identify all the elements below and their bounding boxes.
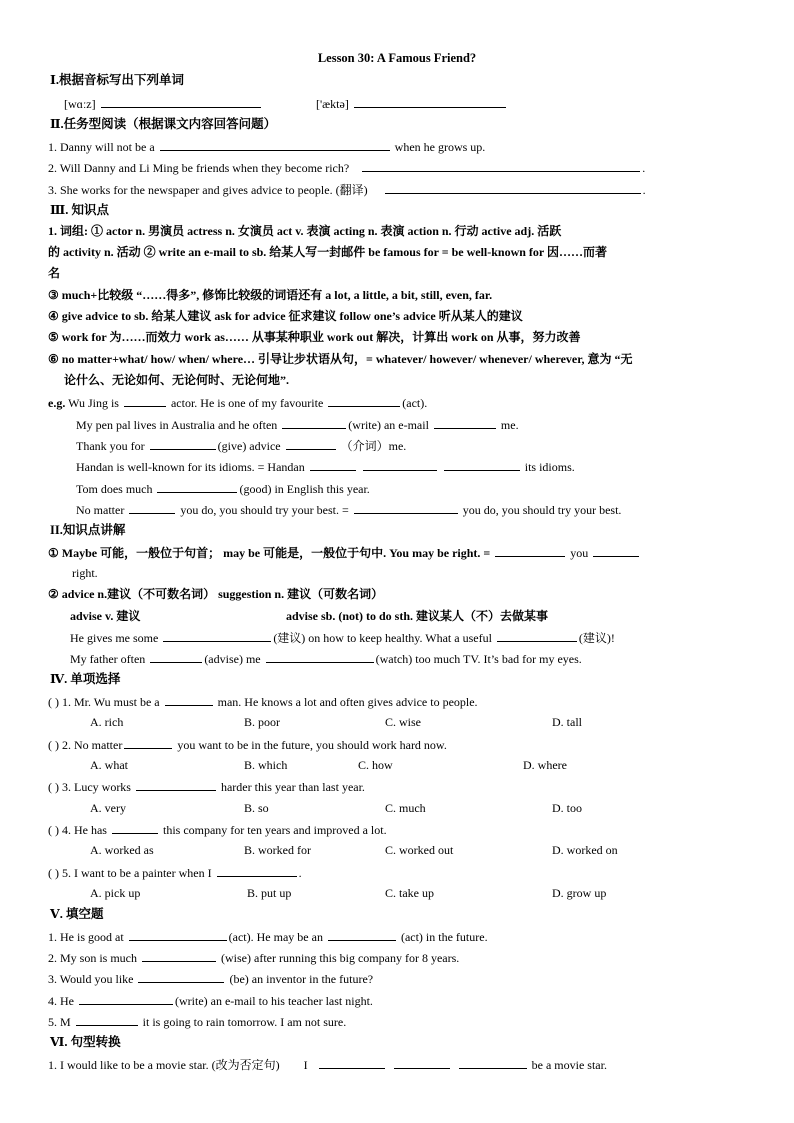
mc-option[interactable]: C. how — [358, 758, 393, 772]
answer-blank[interactable] — [266, 650, 374, 663]
mc-q2-text-b: you want to be in the future, you should work hard now. — [177, 738, 447, 752]
answer-blank[interactable] — [160, 138, 390, 151]
example-2 — [76, 416, 519, 433]
reading-q3: 3. She works for the newspaper and gives advice to people. (翻译) . — [48, 183, 646, 197]
answer-blank[interactable] — [354, 95, 506, 108]
f2-text-b: (wise) after running this big company for 8 years. — [221, 951, 460, 965]
example-4 — [76, 458, 575, 475]
answer-blank[interactable] — [282, 416, 346, 429]
answer-blank[interactable] — [79, 992, 173, 1005]
e5-text-b: (good) in English this year. — [239, 482, 370, 496]
f4-text-b: (write) an e-mail to his teacher last night. — [175, 994, 373, 1008]
q1-text-b: when he grows up. — [394, 140, 486, 154]
knowledge-line-8: 论什么、无论如何、无论何时、无论何地”. — [64, 373, 290, 387]
mc-q2-text-a: ( ) 2. No matter — [48, 738, 123, 752]
answer-blank[interactable] — [459, 1056, 527, 1069]
mc-option[interactable]: B. put up — [247, 886, 292, 900]
answer-blank[interactable] — [319, 1056, 385, 1069]
mc-q4-text-b: this company for ten years and improved a lot. — [162, 823, 387, 837]
mc-q5-text-a: ( ) 5. I want to be a painter when I — [48, 866, 212, 880]
e3-text-b: (give) advice — [217, 439, 281, 453]
fill-q1 — [48, 928, 488, 945]
explanation-3 — [70, 629, 615, 646]
transform-q1 — [48, 1056, 607, 1073]
answer-blank[interactable] — [163, 629, 271, 642]
m4-text-c: (watch) too much TV. It’s bad for my eyes. — [375, 652, 582, 666]
answer-blank[interactable] — [286, 437, 336, 450]
e1-text-c: (act). — [402, 396, 428, 410]
example-6 — [76, 501, 621, 518]
section-5-heading: Ⅴ. 填空题 — [50, 907, 104, 921]
mc-q3-text-b: harder this year than last year. — [220, 780, 365, 794]
mc-option[interactable]: C. take up — [385, 886, 434, 900]
mc-question-2 — [48, 736, 447, 753]
phonetic-2: ['æktə] — [316, 97, 349, 111]
answer-blank[interactable] — [593, 544, 639, 557]
f5-text-b: it is going to rain tomorrow. I am not sure. — [142, 1015, 347, 1029]
knowledge-line-4: ③ much+比较级 “……得多”, 修饰比较级的词语还有 a lot, a little, a bit, still, even, far. — [48, 288, 493, 302]
answer-blank[interactable] — [124, 394, 166, 407]
mc-option[interactable]: B. worked for — [244, 843, 311, 857]
mc-option[interactable]: C. wise — [385, 715, 421, 729]
mc-option[interactable]: C. much — [385, 801, 426, 815]
e2-text-a: My pen pal lives in Australia and he often — [76, 418, 278, 432]
f2-text-a: 2. My son is much — [48, 951, 138, 965]
explanation-2: ② advice n.建议（不可数名词） suggestion n. 建议（可数名词） — [48, 587, 384, 601]
mc-option[interactable]: A. worked as — [90, 843, 154, 857]
answer-blank[interactable] — [129, 928, 227, 941]
fill-q4 — [48, 992, 373, 1009]
answer-blank[interactable] — [362, 159, 640, 172]
knowledge-line-3: 名 — [48, 266, 61, 280]
t1-text-a: 1. I would like to be a movie star. (改为否定句) — [48, 1058, 280, 1072]
mc-question-3 — [48, 778, 365, 795]
mc-q3-text-a: ( ) 3. Lucy works — [48, 780, 131, 794]
fill-q5 — [48, 1013, 346, 1030]
answer-blank[interactable] — [101, 95, 261, 108]
knowledge-line-6: ⑤ work for 为……而效力 work as…… 从事某种职业 work out 解决，计算出 work on 从事，努力改善 — [48, 330, 581, 344]
answer-blank[interactable] — [150, 650, 202, 663]
t1-text-b: I — [303, 1058, 308, 1072]
m3-text-b: (建议) on how to keep healthy. What a useful — [273, 631, 492, 645]
mc-question-5 — [48, 864, 302, 881]
section-2-heading: Ⅱ.任务型阅读（根据课文内容回答问题） — [50, 117, 277, 131]
e3-text-a: Thank you for — [76, 439, 145, 453]
explanation-1 — [48, 544, 641, 561]
f3-text-a: 3. Would you like — [48, 972, 134, 986]
section-1-heading: Ⅰ.根据音标写出下列单词 — [50, 73, 184, 87]
e2-text-b: (write) an e-mail — [348, 418, 429, 432]
answer-blank[interactable] — [76, 1013, 138, 1026]
f4-text-a: 4. He — [48, 994, 74, 1008]
fill-q2 — [48, 949, 459, 966]
answer-blank[interactable] — [310, 458, 356, 471]
f5-text-a: 5. M — [48, 1015, 71, 1029]
answer-blank[interactable] — [165, 693, 213, 706]
section-4-heading: Ⅳ. 单项选择 — [50, 672, 121, 686]
answer-blank[interactable] — [434, 416, 496, 429]
q3-text: 3. She works for the newspaper and gives advice to people. (翻译) — [48, 183, 368, 197]
explanation-4 — [70, 650, 582, 667]
answer-blank[interactable] — [112, 821, 158, 834]
phonetic-2-row — [316, 95, 508, 112]
e6-text-a: No matter — [76, 503, 125, 517]
e6-text-c: you do, you should try your best. — [462, 503, 622, 517]
knowledge-line-2: 的 activity n. 活动 ② write an e-mail to sb. 给某人写一封邮件 be famous for = be well-known for 因……而著 — [48, 245, 608, 259]
answer-blank[interactable] — [385, 181, 641, 194]
mc-question-1 — [48, 693, 478, 710]
e1-text-b: actor. He is one of my favourite — [170, 396, 324, 410]
explanation-2b: advise v. 建议 — [70, 609, 141, 623]
mc-option[interactable]: B. which — [244, 758, 288, 772]
answer-blank[interactable] — [129, 501, 175, 514]
answer-blank[interactable] — [495, 544, 565, 557]
e6-text-b: you do, you should try your best. = — [180, 503, 349, 517]
page-title: Lesson 30: A Famous Friend? — [317, 51, 477, 65]
knowledge-line-5: ④ give advice to sb. 给某人建议 ask for advice 征求建议 follow one’s advice 听从某人的建议 — [48, 309, 523, 323]
section-explanation-heading: II.知识点讲解 — [50, 523, 126, 537]
knowledge-line-1: 1. 词组: ① actor n. 男演员 actress n. 女演员 act v. 表演 acting n. 表演 action n. 行动 active adj. 活跃 — [48, 224, 562, 238]
answer-blank[interactable] — [328, 928, 396, 941]
fill-q3 — [48, 970, 373, 987]
section-6-heading: Ⅵ. 句型转换 — [50, 1035, 121, 1049]
e4-text-b: its idioms. — [524, 460, 575, 474]
mc-option[interactable]: A. what — [90, 758, 128, 772]
answer-blank[interactable] — [444, 458, 520, 471]
answer-blank[interactable] — [157, 480, 237, 493]
e3-text-c: （介词）me. — [340, 439, 407, 453]
e5-text-a: Tom does much — [76, 482, 153, 496]
answer-blank[interactable] — [497, 629, 577, 642]
mc-option[interactable]: D. worked on — [552, 843, 618, 857]
m1-text-a: ① Maybe 可能，一般位于句首； may be 可能是，一般位于句中. You may be right. = — [48, 546, 491, 560]
mc-option[interactable]: B. poor — [244, 715, 280, 729]
example-5 — [76, 480, 370, 497]
mc-q1-text-b: man. He knows a lot and often gives advice to people. — [217, 695, 478, 709]
e1-text-a: Wu Jing is — [68, 396, 119, 410]
mc-option[interactable]: D. tall — [552, 715, 582, 729]
answer-blank[interactable] — [363, 458, 437, 471]
answer-blank[interactable] — [394, 1056, 450, 1069]
f1-text-b: (act). He may be an — [228, 930, 323, 944]
answer-blank[interactable] — [217, 864, 297, 877]
explanation-1-cont: right. — [72, 566, 98, 580]
m3-text-a: He gives me some — [70, 631, 159, 645]
reading-q2: 2. Will Danny and Li Ming be friends when they become rich? . — [48, 161, 646, 175]
reading-q1 — [48, 138, 485, 155]
phonetic-1-row — [64, 95, 263, 112]
answer-blank[interactable] — [124, 736, 172, 749]
f1-text-c: (act) in the future. — [400, 930, 488, 944]
q2-text: 2. Will Danny and Li Ming be friends when they become rich? — [48, 161, 350, 175]
answer-blank[interactable] — [138, 970, 224, 983]
answer-blank[interactable] — [354, 501, 458, 514]
m1-text-b: you — [570, 546, 589, 560]
mc-option[interactable]: C. worked out — [385, 843, 454, 857]
example-3 — [76, 437, 406, 454]
mc-option[interactable]: D. where — [523, 758, 567, 772]
mc-option[interactable]: A. very — [90, 801, 126, 815]
mc-question-4 — [48, 821, 387, 838]
m3-text-c: (建议)! — [578, 631, 615, 645]
mc-option[interactable]: A. rich — [90, 715, 124, 729]
f1-text-a: 1. He is good at — [48, 930, 124, 944]
mc-option[interactable]: B. so — [244, 801, 269, 815]
q1-text-a: 1. Danny will not be a — [48, 140, 155, 154]
answer-blank[interactable] — [136, 778, 216, 791]
phonetic-1: [wɑːz] — [64, 97, 96, 111]
m4-text-a: My father often — [70, 652, 146, 666]
mc-q5-text-b: . — [298, 866, 302, 880]
explanation-2c: advise sb. (not) to do sth. 建议某人（不）去做某事 — [286, 609, 549, 623]
e2-text-c: me. — [500, 418, 519, 432]
answer-blank[interactable] — [142, 949, 216, 962]
answer-blank[interactable] — [150, 437, 216, 450]
mc-option[interactable]: D. grow up — [552, 886, 607, 900]
example-1 — [48, 394, 427, 411]
t1-text-c: be a movie star. — [531, 1058, 607, 1072]
section-3-heading: Ⅲ. 知识点 — [50, 203, 109, 217]
eg-label: e.g. — [48, 396, 66, 410]
m4-text-b: (advise) me — [204, 652, 261, 666]
f3-text-b: (be) an inventor in the future? — [229, 972, 374, 986]
mc-q1-text-a: ( ) 1. Mr. Wu must be a — [48, 695, 160, 709]
mc-option[interactable]: D. too — [552, 801, 582, 815]
e4-text-a: Handan is well-known for its idioms. = Handan — [76, 460, 305, 474]
answer-blank[interactable] — [328, 394, 400, 407]
mc-q4-text-a: ( ) 4. He has — [48, 823, 107, 837]
mc-option[interactable]: A. pick up — [90, 886, 141, 900]
knowledge-line-7: ⑥ no matter+what/ how/ when/ where… 引导让步状语从句，= whatever/ however/ whenever/ wherever, 意为 “无 — [48, 352, 633, 366]
